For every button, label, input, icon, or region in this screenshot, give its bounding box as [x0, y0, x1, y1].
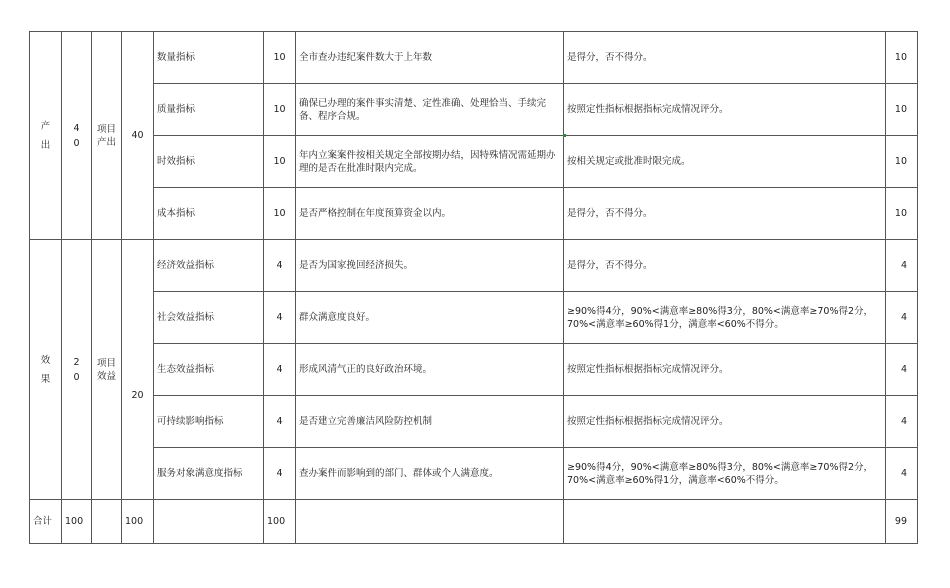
total-label: 合计	[30, 500, 62, 544]
rule-cell: 按相关规定或批准时限完成。	[564, 136, 886, 188]
cell-marker	[563, 134, 566, 137]
rule-cell: 是得分，否不得分。	[564, 188, 886, 240]
table-row	[30, 240, 918, 292]
indicator-cell: 成本指标	[154, 188, 264, 240]
score-cell: 10	[886, 32, 918, 84]
performance-table	[29, 31, 918, 544]
score-cell: 4	[886, 396, 918, 448]
score-cell: 4	[886, 240, 918, 292]
category-score-cell	[62, 32, 92, 240]
weight-cell: 10	[264, 136, 296, 188]
item-score-cell: 40	[122, 32, 154, 240]
score-cell: 4	[886, 344, 918, 396]
category-cell	[30, 32, 62, 240]
content-cell: 是否建立完善廉洁风险防控机制	[296, 396, 564, 448]
indicator-cell: 可持续影响指标	[154, 396, 264, 448]
score-cell: 10	[886, 188, 918, 240]
rule-cell: 按照定性指标根据指标完成情况评分。	[564, 84, 886, 136]
weight-cell: 4	[264, 240, 296, 292]
table-row	[30, 32, 918, 84]
total-sub-score: 100	[122, 500, 154, 544]
item-cell	[92, 32, 122, 240]
item-cell	[92, 240, 122, 500]
total-category-score: 100	[62, 500, 92, 544]
content-cell: 是否严格控制在年度预算资金以内。	[296, 188, 564, 240]
weight-cell: 4	[264, 448, 296, 500]
total-final-score: 99	[886, 500, 918, 544]
category-text: 产出	[40, 120, 51, 151]
item-text: 项目产出	[96, 123, 116, 148]
item-score-cell: 20	[122, 292, 154, 500]
category-cell	[30, 240, 62, 500]
table-row	[30, 344, 918, 396]
content-cell: 群众满意度良好。	[296, 292, 564, 344]
indicator-cell: 社会效益指标	[154, 292, 264, 344]
content-cell: 确保已办理的案件事实清楚、定性准确、处理恰当、手续完备、程序合规。	[296, 84, 564, 136]
total-row	[30, 500, 918, 544]
score-cell: 4	[886, 292, 918, 344]
table-row	[30, 292, 918, 344]
rule-cell: ≥90%得4分，90%<满意率≥80%得3分，80%<满意率≥70%得2分，70%<满意率≥60%得1分，满意率<60%不得分。	[564, 448, 886, 500]
content-cell: 全市查办违纪案件数大于上年数	[296, 32, 564, 84]
indicator-cell: 数量指标	[154, 32, 264, 84]
indicator-cell: 时效指标	[154, 136, 264, 188]
item-score-blank-cell	[122, 240, 154, 292]
content-cell: 形成风清气正的良好政治环境。	[296, 344, 564, 396]
indicator-cell: 生态效益指标	[154, 344, 264, 396]
indicator-cell: 质量指标	[154, 84, 264, 136]
content-cell: 查办案件而影响到的部门、群体或个人满意度。	[296, 448, 564, 500]
category-text: 效果	[40, 354, 51, 385]
table-row	[30, 84, 918, 136]
rule-cell: 按照定性指标根据指标完成情况评分。	[564, 396, 886, 448]
rule-cell: 按照定性指标根据指标完成情况评分。	[564, 344, 886, 396]
table-row	[30, 448, 918, 500]
total-blank	[564, 500, 886, 544]
indicator-cell: 服务对象满意度指标	[154, 448, 264, 500]
total-blank	[92, 500, 122, 544]
item-text: 项目效益	[96, 357, 116, 382]
score-cell: 10	[886, 136, 918, 188]
weight-cell: 10	[264, 84, 296, 136]
total-blank	[296, 500, 564, 544]
score-cell: 4	[886, 448, 918, 500]
weight-cell: 10	[264, 32, 296, 84]
score-cell: 10	[886, 84, 918, 136]
total-blank	[154, 500, 264, 544]
table-row	[30, 136, 918, 188]
rule-cell: 是得分，否不得分。	[564, 240, 886, 292]
rule-cell: ≥90%得4分，90%<满意率≥80%得3分，80%<满意率≥70%得2分，70%<满意率≥60%得1分，满意率<60%不得分。	[564, 292, 886, 344]
rule-cell: 是得分，否不得分。	[564, 32, 886, 84]
weight-cell: 4	[264, 344, 296, 396]
category-score-cell	[62, 240, 92, 500]
content-cell: 是否为国家挽回经济损失。	[296, 240, 564, 292]
content-cell: 年内立案案件按相关规定全部按期办结，因特殊情况需延期办理的是否在批准时限内完成。	[296, 136, 564, 188]
table-row	[30, 188, 918, 240]
weight-cell: 4	[264, 292, 296, 344]
weight-cell: 4	[264, 396, 296, 448]
category-score: 20	[73, 356, 80, 383]
total-weight: 100	[264, 500, 296, 544]
weight-cell: 10	[264, 188, 296, 240]
category-score: 40	[73, 122, 80, 149]
indicator-cell: 经济效益指标	[154, 240, 264, 292]
table-row	[30, 396, 918, 448]
